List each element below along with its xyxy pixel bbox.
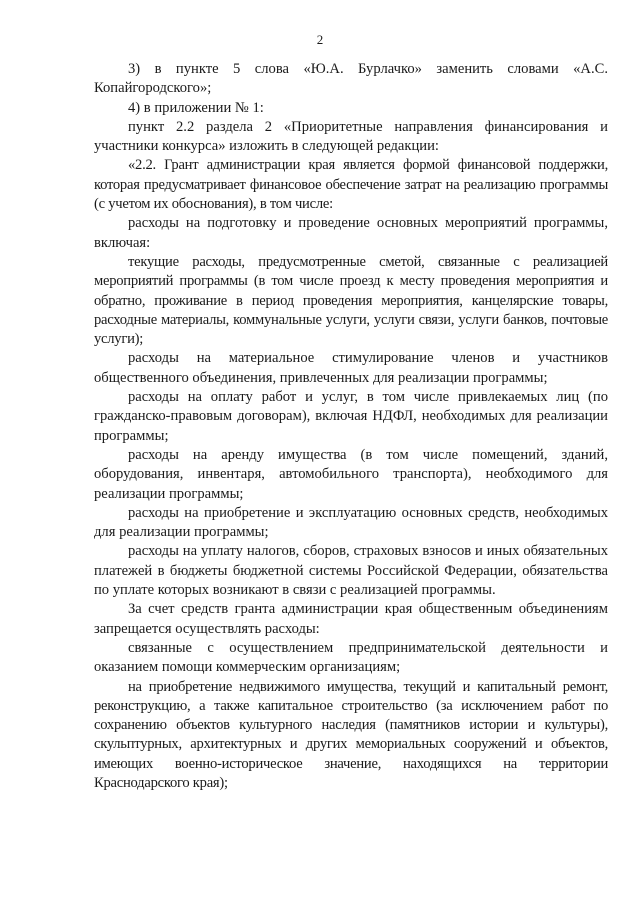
paragraph-grant-definition: «2.2. Грант администрации края является формой финансовой поддержки, которая предусматривает финансовое обеспечение затрат на реализацию программы (с учетом их обоснования), в том числе: [94, 157, 608, 213]
paragraph-prohibited-business: связанные с осуществлением предпринимательской деятельности и оказанием помощи коммерческим организациям; [94, 639, 608, 676]
paragraph-incentive-expenses: расходы на материальное стимулирование членов и участников общественного объединения, привлеченных для реализации программы; [94, 350, 608, 386]
paragraph-fixed-assets-expenses: расходы на приобретение и эксплуатацию основных средств, необходимых для реализации программы; [94, 504, 608, 541]
paragraph-prohibited-intro: За счет средств гранта администрации края общественным объединениям запрещается осуществлять расходы: [94, 601, 608, 637]
paragraph-point-2-2-intro: пункт 2.2 раздела 2 «Приоритетные направления финансирования и участники конкурса» изложить в следующей редакции: [94, 118, 608, 155]
paragraph-taxes-expenses: расходы на уплату налогов, сборов, страховых взносов и иных обязательных платежей в бюджеты бюджетной системы Российской Федерации, обязательства по уплате которых возникают в связи с реализацией программы. [94, 543, 608, 599]
paragraph-prohibited-real-estate: на приобретение недвижимого имущества, текущий и капитальный ремонт, реконструкцию, а также капитальное строительство (за исключением работ по сохранению объектов культурного наследия (памятников истории и культуры), скульптурных, архитектурных и других мемориальных сооружений и объектов, имеющих военно-историческое значение, находящихся на территории Краснодарского края); [94, 678, 608, 791]
paragraph-item-4: 4) в приложении № 1: [128, 99, 264, 116]
paragraph-current-expenses: текущие расходы, предусмотренные сметой, связанные с реализацией мероприятий программы (в том числе проезд к месту проведения мероприятия и обратно, проживание в период проведения мероприятия, канцелярские товары, расходные материалы, коммунальные услуги, услуги связи, услуги банков, почтовые услуги); [94, 253, 608, 348]
paragraph-main-events-expenses: расходы на подготовку и проведение основных мероприятий программы, включая: [94, 215, 608, 251]
paragraph-item-3: 3) в пункте 5 слова «Ю.А. Бурлачко» заменить словами «А.С. Копайгородского»; [94, 61, 608, 97]
document-body [94, 60, 608, 793]
page-number: 2 [316, 32, 324, 47]
paragraph-rent-expenses: расходы на аренду имущества (в том числе помещений, зданий, оборудования, инвентаря, автомобильного транспорта), необходимого для реализации программы; [94, 446, 608, 502]
paragraph-services-expenses: расходы на оплату работ и услуг, в том числе привлекаемых лиц (по гражданско-правовым договорам), включая НДФЛ, необходимых для реализации программы; [94, 389, 608, 444]
